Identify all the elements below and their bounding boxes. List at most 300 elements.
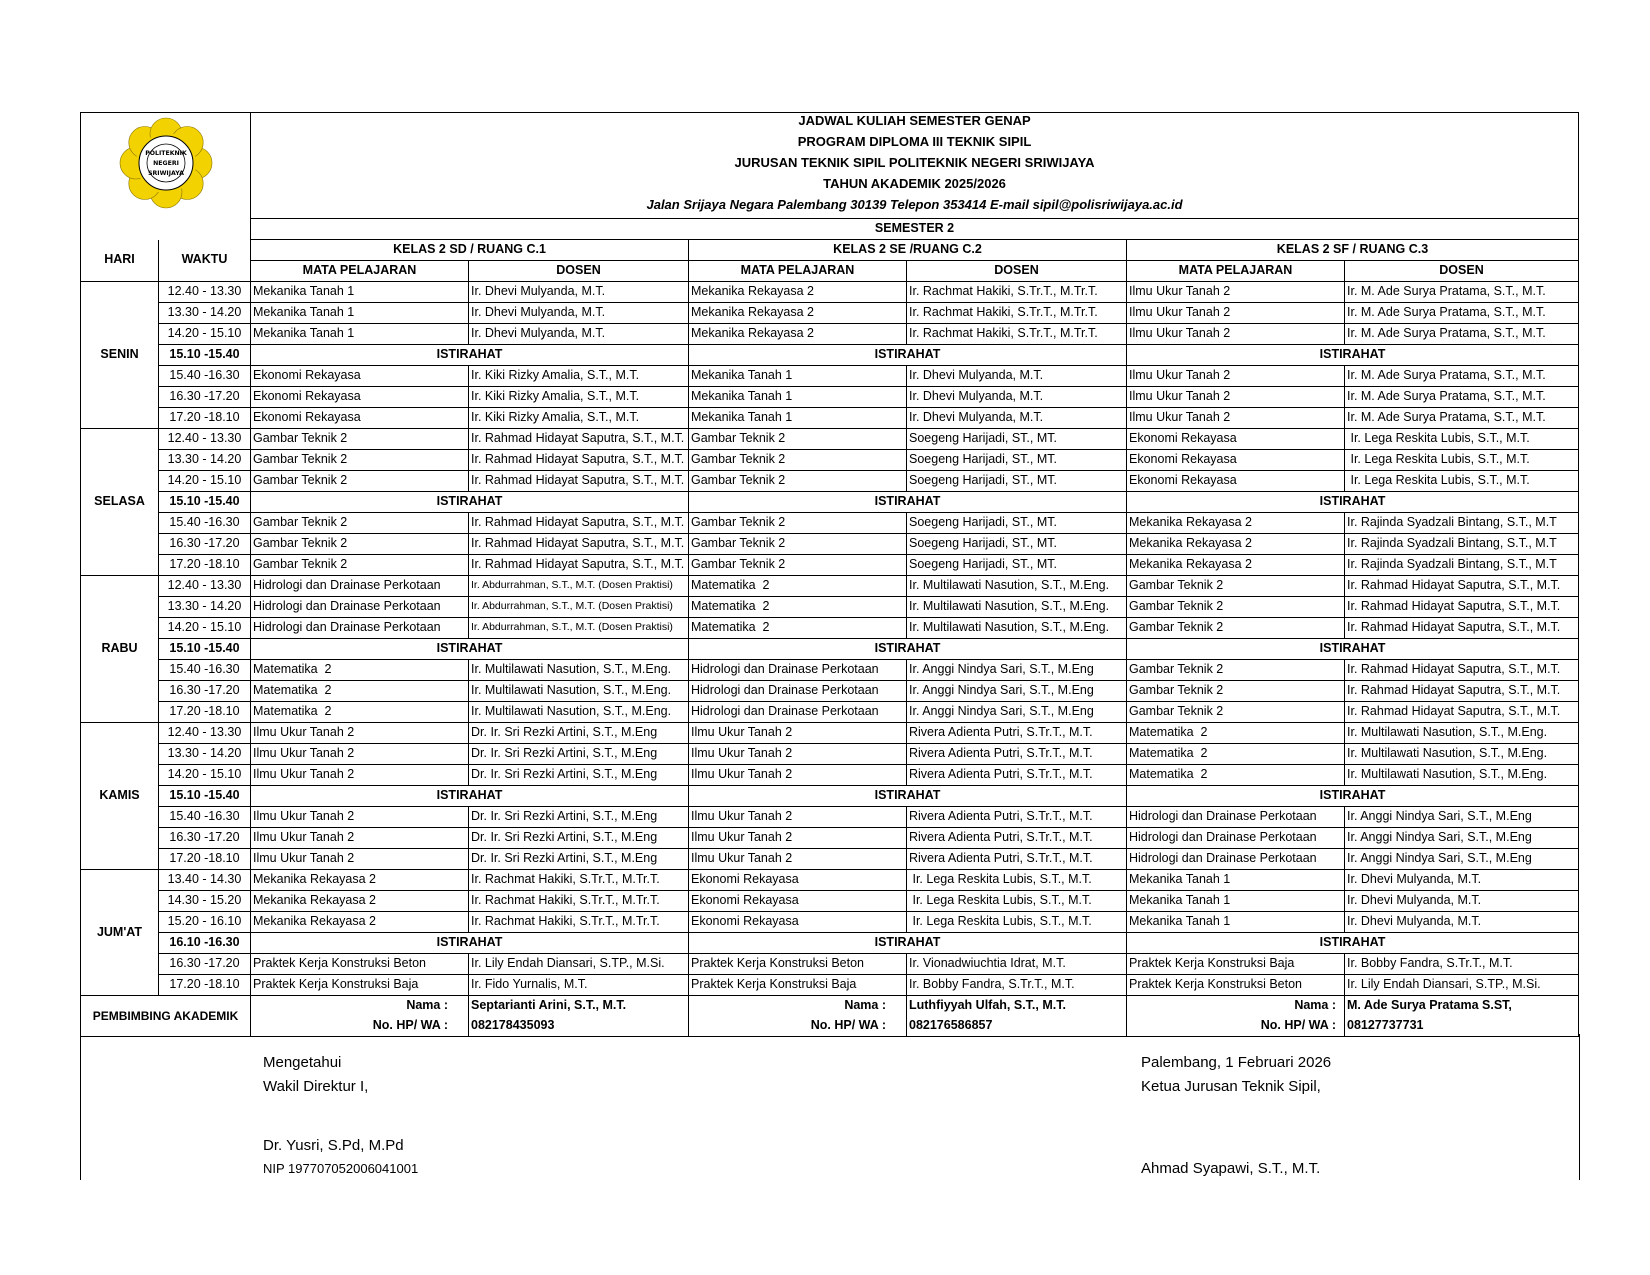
schedule-row (81, 849, 1579, 870)
lecturer-cell: Ir. Dhevi Mulyanda, M.T. (1345, 891, 1579, 912)
course-cell: Ilmu Ukur Tanah 2 (1127, 387, 1345, 408)
course-cell: Hidrologi dan Drainase Perkotaan (251, 576, 469, 597)
course-cell: Gambar Teknik 2 (689, 534, 907, 555)
course-cell: Mekanika Rekayasa 2 (251, 912, 469, 933)
break-label: ISTIRAHAT (1127, 639, 1579, 660)
course-cell: Ilmu Ukur Tanah 2 (689, 723, 907, 744)
course-cell: Ilmu Ukur Tanah 2 (1127, 324, 1345, 345)
lecturer-cell: Ir. Rachmat Hakiki, S.Tr.T., M.Tr.T. (469, 870, 689, 891)
course-cell: Praktek Kerja Konstruksi Beton (689, 954, 907, 975)
footer-right-line2: Ketua Jurusan Teknik Sipil, (1141, 1078, 1321, 1095)
day-label: KAMIS (81, 723, 159, 870)
col-mata-sd: MATA PELAJARAN (251, 261, 469, 282)
course-cell: Mekanika Rekayasa 2 (251, 891, 469, 912)
schedule-row (81, 954, 1579, 975)
schedule-row (81, 282, 1579, 303)
break-row (81, 933, 1579, 954)
day-label: JUM'AT (81, 870, 159, 996)
course-cell: Mekanika Rekayasa 2 (689, 324, 907, 345)
course-cell: Gambar Teknik 2 (1127, 702, 1345, 723)
schedule-row (81, 765, 1579, 786)
course-cell: Matematika 2 (1127, 765, 1345, 786)
lecturer-cell: Soegeng Harijadi, ST., MT. (907, 555, 1127, 576)
lecturer-cell: Ir. Multilawati Nasution, S.T., M.Eng. (1345, 765, 1579, 786)
lecturer-cell: Ir. Abdurrahman, S.T., M.T. (Dosen Praktisi) (469, 576, 689, 597)
break-row (81, 492, 1579, 513)
course-cell: Gambar Teknik 2 (1127, 576, 1345, 597)
course-cell: Mekanika Rekayasa 2 (251, 870, 469, 891)
lecturer-cell: Rivera Adienta Putri, S.Tr.T., M.T. (907, 849, 1127, 870)
course-cell: Ilmu Ukur Tanah 2 (1127, 366, 1345, 387)
schedule-row (81, 450, 1579, 471)
advisor-hp-label-3: No. HP/ WA : (1127, 1016, 1345, 1037)
logo-cell (81, 113, 251, 219)
col-waktu: WAKTU (159, 240, 251, 282)
lecturer-cell: Ir. Lega Reskita Lubis, S.T., M.T. (907, 891, 1127, 912)
lecturer-cell: Soegeng Harijadi, ST., MT. (907, 429, 1127, 450)
course-cell: Ekonomi Rekayasa (251, 366, 469, 387)
advisor-name-3: M. Ade Surya Pratama S.ST, (1345, 996, 1579, 1017)
schedule-row (81, 744, 1579, 765)
time-slot: 15.10 -15.40 (159, 639, 251, 660)
course-cell: Hidrologi dan Drainase Perkotaan (689, 660, 907, 681)
day-label: SENIN (81, 282, 159, 429)
advisor-name-1: Septarianti Arini, S.T., M.T. (469, 996, 689, 1017)
break-label: ISTIRAHAT (251, 786, 689, 807)
break-label: ISTIRAHAT (689, 933, 1127, 954)
course-cell: Hidrologi dan Drainase Perkotaan (251, 597, 469, 618)
course-cell: Gambar Teknik 2 (251, 534, 469, 555)
course-cell: Gambar Teknik 2 (251, 513, 469, 534)
lecturer-cell: Dr. Ir. Sri Rezki Artini, S.T., M.Eng (469, 723, 689, 744)
course-cell: Gambar Teknik 2 (251, 429, 469, 450)
time-slot: 12.40 - 13.30 (159, 723, 251, 744)
time-slot: 16.30 -17.20 (159, 828, 251, 849)
break-label: ISTIRAHAT (1127, 345, 1579, 366)
course-cell: Matematika 2 (251, 702, 469, 723)
course-cell: Gambar Teknik 2 (689, 471, 907, 492)
lecturer-cell: Dr. Ir. Sri Rezki Artini, S.T., M.Eng (469, 765, 689, 786)
schedule-table (80, 112, 1579, 1037)
lecturer-cell: Ir. Lega Reskita Lubis, S.T., M.T. (1345, 471, 1579, 492)
break-label: ISTIRAHAT (689, 639, 1127, 660)
svg-text:NEGERI: NEGERI (152, 160, 179, 168)
time-slot: 14.20 - 15.10 (159, 324, 251, 345)
course-cell: Praktek Kerja Konstruksi Baja (251, 975, 469, 996)
lecturer-cell: Ir. Bobby Fandra, S.Tr.T., M.T. (1345, 954, 1579, 975)
lecturer-cell: Rivera Adienta Putri, S.Tr.T., M.T. (907, 765, 1127, 786)
schedule-row (81, 408, 1579, 429)
header-block (251, 113, 1579, 219)
time-slot: 15.10 -15.40 (159, 786, 251, 807)
schedule-sheet (80, 112, 1578, 1037)
schedule-row (81, 912, 1579, 933)
course-cell: Ilmu Ukur Tanah 2 (1127, 303, 1345, 324)
time-slot: 17.20 -18.10 (159, 702, 251, 723)
break-label: ISTIRAHAT (1127, 933, 1579, 954)
lecturer-cell: Ir. Dhevi Mulyanda, M.T. (469, 303, 689, 324)
course-cell: Mekanika Tanah 1 (251, 324, 469, 345)
course-cell: Hidrologi dan Drainase Perkotaan (1127, 849, 1345, 870)
lecturer-cell: Ir. Rachmat Hakiki, S.Tr.T., M.Tr.T. (907, 303, 1127, 324)
col-mata-se: MATA PELAJARAN (689, 261, 907, 282)
class-sf-header: KELAS 2 SF / RUANG C.3 (1127, 240, 1579, 261)
time-slot: 13.30 - 14.20 (159, 450, 251, 471)
course-cell: Gambar Teknik 2 (689, 450, 907, 471)
hari-header (81, 219, 159, 240)
course-cell: Matematika 2 (689, 597, 907, 618)
schedule-row (81, 681, 1579, 702)
time-slot: 15.10 -15.40 (159, 345, 251, 366)
schedule-row (81, 891, 1579, 912)
lecturer-cell: Ir. Abdurrahman, S.T., M.T. (Dosen Praktisi) (469, 618, 689, 639)
course-cell: Mekanika Tanah 1 (251, 303, 469, 324)
course-cell: Mekanika Tanah 1 (1127, 912, 1345, 933)
time-slot: 12.40 - 13.30 (159, 429, 251, 450)
time-slot: 16.30 -17.20 (159, 681, 251, 702)
signature-footer (80, 1034, 1580, 1180)
footer-left-nip: NIP 197707052006041001 (263, 1161, 419, 1176)
course-cell: Mekanika Rekayasa 2 (689, 303, 907, 324)
course-cell: Ekonomi Rekayasa (689, 891, 907, 912)
schedule-row (81, 387, 1579, 408)
time-slot: 15.10 -15.40 (159, 492, 251, 513)
course-cell: Ilmu Ukur Tanah 2 (689, 849, 907, 870)
svg-text:POLITEKNIK: POLITEKNIK (144, 150, 187, 158)
schedule-row (81, 723, 1579, 744)
schedule-row (81, 702, 1579, 723)
course-cell: Mekanika Tanah 1 (1127, 870, 1345, 891)
time-slot: 15.40 -16.30 (159, 366, 251, 387)
advisor-nama-label-2: Nama : (689, 996, 907, 1017)
lecturer-cell: Ir. Rajinda Syadzali Bintang, S.T., M.T (1345, 534, 1579, 555)
course-cell: Gambar Teknik 2 (689, 513, 907, 534)
lecturer-cell: Ir. Rachmat Hakiki, S.Tr.T., M.Tr.T. (469, 912, 689, 933)
lecturer-cell: Ir. Rahmad Hidayat Saputra, S.T., M.T. (1345, 681, 1579, 702)
schedule-row (81, 576, 1579, 597)
lecturer-cell: Ir. Rahmad Hidayat Saputra, S.T., M.T. (469, 513, 689, 534)
course-cell: Matematika 2 (689, 618, 907, 639)
time-slot: 17.20 -18.10 (159, 975, 251, 996)
course-cell: Mekanika Tanah 1 (689, 366, 907, 387)
lecturer-cell: Ir. Rahmad Hidayat Saputra, S.T., M.T. (1345, 597, 1579, 618)
course-cell: Mekanika Rekayasa 2 (1127, 555, 1345, 576)
schedule-row (81, 618, 1579, 639)
lecturer-cell: Ir. Rahmad Hidayat Saputra, S.T., M.T. (469, 534, 689, 555)
course-cell: Ilmu Ukur Tanah 2 (251, 744, 469, 765)
time-slot: 15.20 - 16.10 (159, 912, 251, 933)
lecturer-cell: Ir. Kiki Rizky Amalia, S.T., M.T. (469, 387, 689, 408)
svg-text:SRIWIJAYA: SRIWIJAYA (147, 170, 184, 178)
course-cell: Ilmu Ukur Tanah 2 (689, 744, 907, 765)
lecturer-cell: Soegeng Harijadi, ST., MT. (907, 471, 1127, 492)
course-cell: Matematika 2 (1127, 723, 1345, 744)
course-cell: Ilmu Ukur Tanah 2 (1127, 282, 1345, 303)
lecturer-cell: Ir. Dhevi Mulyanda, M.T. (907, 387, 1127, 408)
course-cell: Ilmu Ukur Tanah 2 (689, 828, 907, 849)
time-slot: 16.10 -16.30 (159, 933, 251, 954)
course-cell: Ekonomi Rekayasa (1127, 429, 1345, 450)
lecturer-cell: Ir. Anggi Nindya Sari, S.T., M.Eng (907, 681, 1127, 702)
course-cell: Mekanika Rekayasa 2 (1127, 534, 1345, 555)
course-cell: Gambar Teknik 2 (251, 471, 469, 492)
time-slot: 13.30 - 14.20 (159, 303, 251, 324)
course-cell: Gambar Teknik 2 (251, 555, 469, 576)
course-cell: Hidrologi dan Drainase Perkotaan (689, 702, 907, 723)
lecturer-cell: Ir. Rachmat Hakiki, S.Tr.T., M.Tr.T. (907, 282, 1127, 303)
break-label: ISTIRAHAT (251, 933, 689, 954)
advisor-nama-label-1: Nama : (251, 996, 469, 1017)
course-cell: Ilmu Ukur Tanah 2 (689, 765, 907, 786)
lecturer-cell: Ir. Fido Yurnalis, M.T. (469, 975, 689, 996)
class-se-header: KELAS 2 SE /RUANG C.2 (689, 240, 1127, 261)
course-cell: Matematika 2 (1127, 744, 1345, 765)
footer-right-name: Ahmad Syapawi, S.T., M.T. (1141, 1160, 1321, 1177)
break-label: ISTIRAHAT (689, 345, 1127, 366)
class-sd-header: KELAS 2 SD / RUANG C.1 (251, 240, 689, 261)
course-cell: Praktek Kerja Konstruksi Beton (251, 954, 469, 975)
course-cell: Hidrologi dan Drainase Perkotaan (1127, 828, 1345, 849)
lecturer-cell: Ir. Rahmad Hidayat Saputra, S.T., M.T. (1345, 660, 1579, 681)
schedule-row (81, 303, 1579, 324)
header-line-1: JADWAL KULIAH SEMESTER GENAP (798, 113, 1031, 128)
time-slot: 13.30 - 14.20 (159, 744, 251, 765)
course-cell: Gambar Teknik 2 (251, 450, 469, 471)
advisor-name-2: Luthfiyyah Ulfah, S.T., M.T. (907, 996, 1127, 1017)
lecturer-cell: Ir. Rahmad Hidayat Saputra, S.T., M.T. (1345, 618, 1579, 639)
break-label: ISTIRAHAT (1127, 492, 1579, 513)
time-slot: 15.40 -16.30 (159, 660, 251, 681)
col-dosen-sd: DOSEN (469, 261, 689, 282)
footer-left-line2: Wakil Direktur I, (263, 1078, 369, 1095)
col-dosen-se: DOSEN (907, 261, 1127, 282)
header-line-5: Jalan Srijaya Negara Palembang 30139 Telepon 353414 E-mail sipil@polisriwijaya.ac.id (646, 197, 1183, 212)
col-mata-sf: MATA PELAJARAN (1127, 261, 1345, 282)
time-slot: 14.20 - 15.10 (159, 765, 251, 786)
schedule-row (81, 870, 1579, 891)
lecturer-cell: Ir. Lily Endah Diansari, S.TP., M.Si. (469, 954, 689, 975)
lecturer-cell: Ir. Multilawati Nasution, S.T., M.Eng. (1345, 744, 1579, 765)
break-label: ISTIRAHAT (1127, 786, 1579, 807)
lecturer-cell: Ir. Lega Reskita Lubis, S.T., M.T. (907, 912, 1127, 933)
footer-right-line1: Palembang, 1 Februari 2026 (1141, 1054, 1332, 1071)
lecturer-cell: Dr. Ir. Sri Rezki Artini, S.T., M.Eng (469, 828, 689, 849)
course-cell: Mekanika Rekayasa 2 (1127, 513, 1345, 534)
time-slot: 14.20 - 15.10 (159, 471, 251, 492)
lecturer-cell: Ir. Dhevi Mulyanda, M.T. (907, 408, 1127, 429)
lecturer-cell: Ir. Dhevi Mulyanda, M.T. (469, 282, 689, 303)
time-slot: 16.30 -17.20 (159, 387, 251, 408)
course-cell: Mekanika Tanah 1 (689, 408, 907, 429)
course-cell: Ilmu Ukur Tanah 2 (251, 828, 469, 849)
schedule-row (81, 429, 1579, 450)
advisor-hp-label-1: No. HP/ WA : (251, 1016, 469, 1037)
lecturer-cell: Rivera Adienta Putri, S.Tr.T., M.T. (907, 828, 1127, 849)
course-cell: Mekanika Tanah 1 (251, 282, 469, 303)
schedule-row (81, 555, 1579, 576)
schedule-row (81, 366, 1579, 387)
course-cell: Ilmu Ukur Tanah 2 (1127, 408, 1345, 429)
lecturer-cell: Ir. M. Ade Surya Pratama, S.T., M.T. (1345, 282, 1579, 303)
advisor-phone-1: 082178435093 (469, 1016, 689, 1037)
header-line-4: TAHUN AKADEMIK 2025/2026 (823, 176, 1006, 191)
lecturer-cell: Ir. Multilawati Nasution, S.T., M.Eng. (469, 681, 689, 702)
course-cell: Praktek Kerja Konstruksi Beton (1127, 975, 1345, 996)
lecturer-cell: Ir. Dhevi Mulyanda, M.T. (1345, 870, 1579, 891)
lecturer-cell: Ir. M. Ade Surya Pratama, S.T., M.T. (1345, 303, 1579, 324)
time-slot: 13.30 - 14.20 (159, 597, 251, 618)
lecturer-cell: Ir. Anggi Nindya Sari, S.T., M.Eng (1345, 807, 1579, 828)
advisor-phone-2: 082176586857 (907, 1016, 1127, 1037)
lecturer-cell: Ir. M. Ade Surya Pratama, S.T., M.T. (1345, 408, 1579, 429)
lecturer-cell: Ir. Dhevi Mulyanda, M.T. (469, 324, 689, 345)
lecturer-cell: Ir. Multilawati Nasution, S.T., M.Eng. (1345, 723, 1579, 744)
time-slot: 12.40 - 13.30 (159, 282, 251, 303)
lecturer-cell: Ir. Rahmad Hidayat Saputra, S.T., M.T. (469, 429, 689, 450)
course-cell: Gambar Teknik 2 (1127, 597, 1345, 618)
break-label: ISTIRAHAT (689, 786, 1127, 807)
lecturer-cell: Rivera Adienta Putri, S.Tr.T., M.T. (907, 723, 1127, 744)
course-cell: Ekonomi Rekayasa (689, 912, 907, 933)
course-cell: Ekonomi Rekayasa (1127, 450, 1345, 471)
lecturer-cell: Ir. Bobby Fandra, S.Tr.T., M.T. (907, 975, 1127, 996)
lecturer-cell: Soegeng Harijadi, ST., MT. (907, 513, 1127, 534)
break-label: ISTIRAHAT (689, 492, 1127, 513)
course-cell: Matematika 2 (251, 660, 469, 681)
lecturer-cell: Ir. Rajinda Syadzali Bintang, S.T., M.T (1345, 555, 1579, 576)
col-hari: HARI (81, 240, 159, 282)
lecturer-cell: Ir. Rahmad Hidayat Saputra, S.T., M.T. (469, 471, 689, 492)
polsri-logo (116, 115, 216, 211)
schedule-row (81, 513, 1579, 534)
schedule-row (81, 660, 1579, 681)
time-slot: 16.30 -17.20 (159, 954, 251, 975)
lecturer-cell: Ir. Dhevi Mulyanda, M.T. (1345, 912, 1579, 933)
time-slot: 16.30 -17.20 (159, 534, 251, 555)
time-slot: 14.30 - 15.20 (159, 891, 251, 912)
semester-label: SEMESTER 2 (251, 219, 1579, 240)
day-label: RABU (81, 576, 159, 723)
time-slot: 14.20 - 15.10 (159, 618, 251, 639)
course-cell: Ekonomi Rekayasa (251, 408, 469, 429)
lecturer-cell: Ir. Kiki Rizky Amalia, S.T., M.T. (469, 408, 689, 429)
lecturer-cell: Ir. Multilawati Nasution, S.T., M.Eng. (469, 702, 689, 723)
lecturer-cell: Ir. M. Ade Surya Pratama, S.T., M.T. (1345, 324, 1579, 345)
lecturer-cell: Ir. Lega Reskita Lubis, S.T., M.T. (1345, 450, 1579, 471)
schedule-row (81, 807, 1579, 828)
lecturer-cell: Ir. M. Ade Surya Pratama, S.T., M.T. (1345, 366, 1579, 387)
course-cell: Hidrologi dan Drainase Perkotaan (251, 618, 469, 639)
advisor-nama-label-3: Nama : (1127, 996, 1345, 1017)
lecturer-cell: Ir. Anggi Nindya Sari, S.T., M.Eng (1345, 828, 1579, 849)
course-cell: Praktek Kerja Konstruksi Baja (689, 975, 907, 996)
lecturer-cell: Ir. Multilawati Nasution, S.T., M.Eng. (907, 597, 1127, 618)
advisor-hp-label-2: No. HP/ WA : (689, 1016, 907, 1037)
lecturer-cell: Ir. Rahmad Hidayat Saputra, S.T., M.T. (469, 555, 689, 576)
course-cell: Mekanika Tanah 1 (689, 387, 907, 408)
lecturer-cell: Rivera Adienta Putri, S.Tr.T., M.T. (907, 744, 1127, 765)
course-cell: Gambar Teknik 2 (1127, 618, 1345, 639)
break-label: ISTIRAHAT (251, 345, 689, 366)
course-cell: Ekonomi Rekayasa (1127, 471, 1345, 492)
time-slot: 17.20 -18.10 (159, 408, 251, 429)
lecturer-cell: Ir. Multilawati Nasution, S.T., M.Eng. (907, 618, 1127, 639)
course-cell: Ekonomi Rekayasa (689, 870, 907, 891)
lecturer-cell: Ir. Lega Reskita Lubis, S.T., M.T. (1345, 429, 1579, 450)
course-cell: Matematika 2 (251, 681, 469, 702)
lecturer-cell: Ir. Anggi Nindya Sari, S.T., M.Eng (1345, 849, 1579, 870)
course-cell: Gambar Teknik 2 (1127, 660, 1345, 681)
lecturer-cell: Ir. Kiki Rizky Amalia, S.T., M.T. (469, 366, 689, 387)
course-cell: Hidrologi dan Drainase Perkotaan (1127, 807, 1345, 828)
time-slot: 17.20 -18.10 (159, 555, 251, 576)
lecturer-cell: Rivera Adienta Putri, S.Tr.T., M.T. (907, 807, 1127, 828)
break-row (81, 345, 1579, 366)
lecturer-cell: Ir. Lega Reskita Lubis, S.T., M.T. (907, 870, 1127, 891)
lecturer-cell: Ir. Vionadwiuchtia Idrat, M.T. (907, 954, 1127, 975)
course-cell: Ilmu Ukur Tanah 2 (251, 849, 469, 870)
schedule-row (81, 597, 1579, 618)
course-cell: Hidrologi dan Drainase Perkotaan (689, 681, 907, 702)
time-slot: 12.40 - 13.30 (159, 576, 251, 597)
time-slot: 13.40 - 14.30 (159, 870, 251, 891)
lecturer-cell: Dr. Ir. Sri Rezki Artini, S.T., M.Eng (469, 744, 689, 765)
lecturer-cell: Ir. Rahmad Hidayat Saputra, S.T., M.T. (469, 450, 689, 471)
time-slot: 15.40 -16.30 (159, 807, 251, 828)
lecturer-cell: Ir. Multilawati Nasution, S.T., M.Eng. (907, 576, 1127, 597)
lecturer-cell: Ir. Multilawati Nasution, S.T., M.Eng. (469, 660, 689, 681)
advisor-phone-3: 08127737731 (1345, 1016, 1579, 1037)
col-dosen-sf: DOSEN (1345, 261, 1579, 282)
lecturer-cell: Ir. Rachmat Hakiki, S.Tr.T., M.Tr.T. (907, 324, 1127, 345)
header-line-2: PROGRAM DIPLOMA III TEKNIK SIPIL (797, 134, 1032, 149)
course-cell: Ilmu Ukur Tanah 2 (251, 765, 469, 786)
lecturer-cell: Ir. Rahmad Hidayat Saputra, S.T., M.T. (1345, 702, 1579, 723)
lecturer-cell: Ir. M. Ade Surya Pratama, S.T., M.T. (1345, 387, 1579, 408)
break-row (81, 786, 1579, 807)
break-label: ISTIRAHAT (251, 639, 689, 660)
time-slot: 15.40 -16.30 (159, 513, 251, 534)
course-cell: Praktek Kerja Konstruksi Baja (1127, 954, 1345, 975)
course-cell: Ilmu Ukur Tanah 2 (251, 723, 469, 744)
waktu-spacer (159, 219, 251, 240)
lecturer-cell: Ir. Dhevi Mulyanda, M.T. (907, 366, 1127, 387)
schedule-row (81, 471, 1579, 492)
schedule-row (81, 828, 1579, 849)
schedule-row (81, 534, 1579, 555)
course-cell: Mekanika Tanah 1 (1127, 891, 1345, 912)
schedule-row (81, 975, 1579, 996)
lecturer-cell: Ir. Rachmat Hakiki, S.Tr.T., M.Tr.T. (469, 891, 689, 912)
course-cell: Ilmu Ukur Tanah 2 (251, 807, 469, 828)
course-cell: Gambar Teknik 2 (689, 555, 907, 576)
footer-left-name: Dr. Yusri, S.Pd, M.Pd (263, 1137, 404, 1154)
lecturer-cell: Ir. Abdurrahman, S.T., M.T. (Dosen Praktisi) (469, 597, 689, 618)
course-cell: Mekanika Rekayasa 2 (689, 282, 907, 303)
schedule-row (81, 324, 1579, 345)
lecturer-cell: Dr. Ir. Sri Rezki Artini, S.T., M.Eng (469, 807, 689, 828)
day-label: SELASA (81, 429, 159, 576)
break-label: ISTIRAHAT (251, 492, 689, 513)
course-cell: Gambar Teknik 2 (1127, 681, 1345, 702)
lecturer-cell: Soegeng Harijadi, ST., MT. (907, 534, 1127, 555)
lecturer-cell: Soegeng Harijadi, ST., MT. (907, 450, 1127, 471)
course-cell: Matematika 2 (689, 576, 907, 597)
course-cell: Ilmu Ukur Tanah 2 (689, 807, 907, 828)
course-cell: Gambar Teknik 2 (689, 429, 907, 450)
lecturer-cell: Ir. Anggi Nindya Sari, S.T., M.Eng (907, 660, 1127, 681)
advisor-label: PEMBIMBING AKADEMIK (81, 996, 251, 1037)
